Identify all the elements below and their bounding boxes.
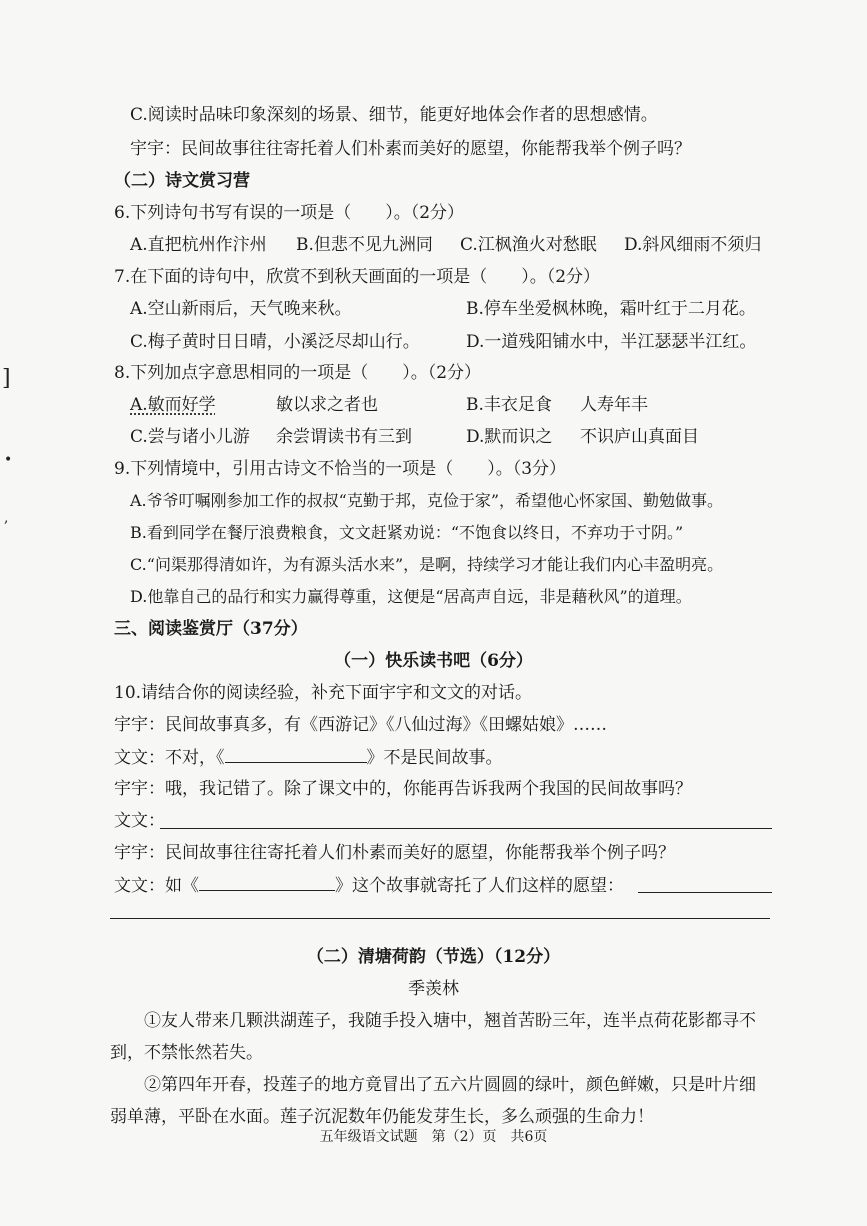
dialogue-line-6-end: 》这个故事就寄托了人们这样的愿望： (335, 876, 624, 896)
question-6: 6.下列诗句书写有误的一项是（ ）。（2分） (114, 203, 465, 223)
passage-paragraph-1-line-1: ①友人带来几颗洪湖莲子，我随手投入塘中，翘首苦盼三年，连半点荷花影都寻不 (144, 1011, 756, 1031)
page-footer: 五年级语文试题 第（2）页 共6页 (319, 1129, 548, 1145)
subsection-heading-passage: （二）清塘荷韵（节选）（12分） (306, 947, 561, 967)
option-9c: C.“问渠那得清如许，为有源头活水来”，是啊，持续学习才能让我们内心丰盈明亮。 (130, 555, 724, 574)
dialogue-line-6-start: 文文：如《 (114, 876, 199, 896)
dialogue-line-2-start: 文文：不对，《 (114, 748, 225, 768)
option-9b: B.看到同学在餐厅浪费粮食，文文赶紧劝说：“不饱食以终日，不弃功于寸阴。” (130, 523, 684, 542)
option-6b: B.但悲不见九洲同 (296, 235, 433, 255)
dialogue-line-4-label: 文文： (114, 811, 165, 831)
answer-blank-story-title[interactable] (199, 874, 335, 891)
answer-blank-book-title[interactable] (225, 746, 367, 763)
question-8: 8.下列加点字意思相同的一项是（ ）。（2分） (114, 363, 482, 383)
option-6a: A.直把杭州作汴州 (130, 235, 267, 255)
answer-line-wish-part1[interactable] (638, 892, 772, 893)
part-heading-reading: 三、阅读鉴赏厅（37分） (114, 619, 308, 639)
option-9a: A.爷爷叮嘱刚参加工作的叔叔“克勤于邦，克俭于家”，希望他心怀家国、勤勉做事。 (130, 491, 724, 510)
dialogue-line-3: 宇宇：哦，我记错了。除了课文中的，你能再告诉我两个我国的民间故事吗？ (114, 779, 692, 799)
passage-author: 季羡林 (408, 979, 459, 999)
option-9d: D.他靠自己的品行和实力赢得尊重，这便是“居高声自远，非是藉秋风”的道理。 (130, 587, 692, 606)
dialogue-line-5: 宇宇：民间故事往往寄托着人们朴素而美好的愿望，你能帮我举个例子吗？ (114, 843, 675, 863)
binding-comma-mark: , (4, 510, 9, 526)
option-8c-left: C.尝与诸小儿游 (130, 427, 250, 447)
binding-dot-mark: • (4, 452, 13, 468)
question-9: 9.下列情境中，引用古诗文不恰当的一项是（ ）。（3分） (114, 459, 567, 479)
answer-line-folk-tales[interactable] (160, 828, 772, 829)
option-8b-right: 人寿年丰 (580, 395, 648, 415)
option-5c: C.阅读时品味印象深刻的场景、细节，能更好地体会作者的思想感情。 (130, 105, 658, 125)
option-8c-right: 余尝谓读书有三到 (276, 427, 412, 447)
option-8d-right: 不识庐山真面目 (580, 427, 699, 447)
dialogue-line-2 (114, 746, 503, 769)
section-heading-poetry: （二）诗文赏习营 (114, 171, 250, 191)
dialogue-line-6 (114, 874, 624, 897)
dialogue-line-2-end: 》不是民间故事。 (366, 748, 503, 768)
option-5d: 宇宇：民间故事往往寄托着人们朴素而美好的愿望，你能帮我举个例子吗？ (130, 139, 691, 159)
subsection-heading-reading-bar: （一）快乐读书吧（6分） (334, 651, 533, 671)
option-6c: C.江枫渔火对愁眠 (460, 235, 597, 255)
option-7a: A.空山新雨后，天气晚来秋。 (130, 299, 352, 319)
option-8a-right: 敏以求之者也 (276, 395, 378, 415)
option-7c: C.梅子黄时日日晴，小溪泛尽却山行。 (130, 332, 420, 352)
binding-bracket-mark: ] (2, 366, 11, 391)
option-7b: B.停车坐爱枫林晚，霜叶红于二月花。 (466, 299, 756, 319)
option-7d: D.一道残阳铺水中，半江瑟瑟半江红。 (466, 332, 757, 352)
dialogue-line-1: 宇宇：民间故事真多，有《西游记》《八仙过海》《田螺姑娘》…… (114, 715, 607, 735)
option-8b-left: B.丰衣足食 (466, 395, 552, 415)
passage-paragraph-1-line-2: 到，不禁怅然若失。 (110, 1043, 263, 1063)
option-6d: D.斜风细雨不须归 (624, 235, 762, 255)
passage-paragraph-2-line-2: 弱单薄，平卧在水面。莲子沉泥数年仍能发芽生长，多么顽强的生命力！ (110, 1107, 654, 1127)
passage-paragraph-2-line-1: ②第四年开春，投莲子的地方竟冒出了五六片圆圆的绿叶，颜色鲜嫩，只是叶片细 (144, 1075, 756, 1095)
option-8d-left: D.默而识之 (466, 427, 553, 447)
question-10: 10.请结合你的阅读经验，补充下面宇宇和文文的对话。 (114, 683, 533, 703)
answer-line-wish-part2[interactable] (110, 918, 770, 919)
option-8a-left: A.敏而好学 (130, 395, 216, 415)
question-7: 7.在下面的诗句中，欣赏不到秋天画面的一项是（ ）。（2分） (114, 267, 601, 287)
